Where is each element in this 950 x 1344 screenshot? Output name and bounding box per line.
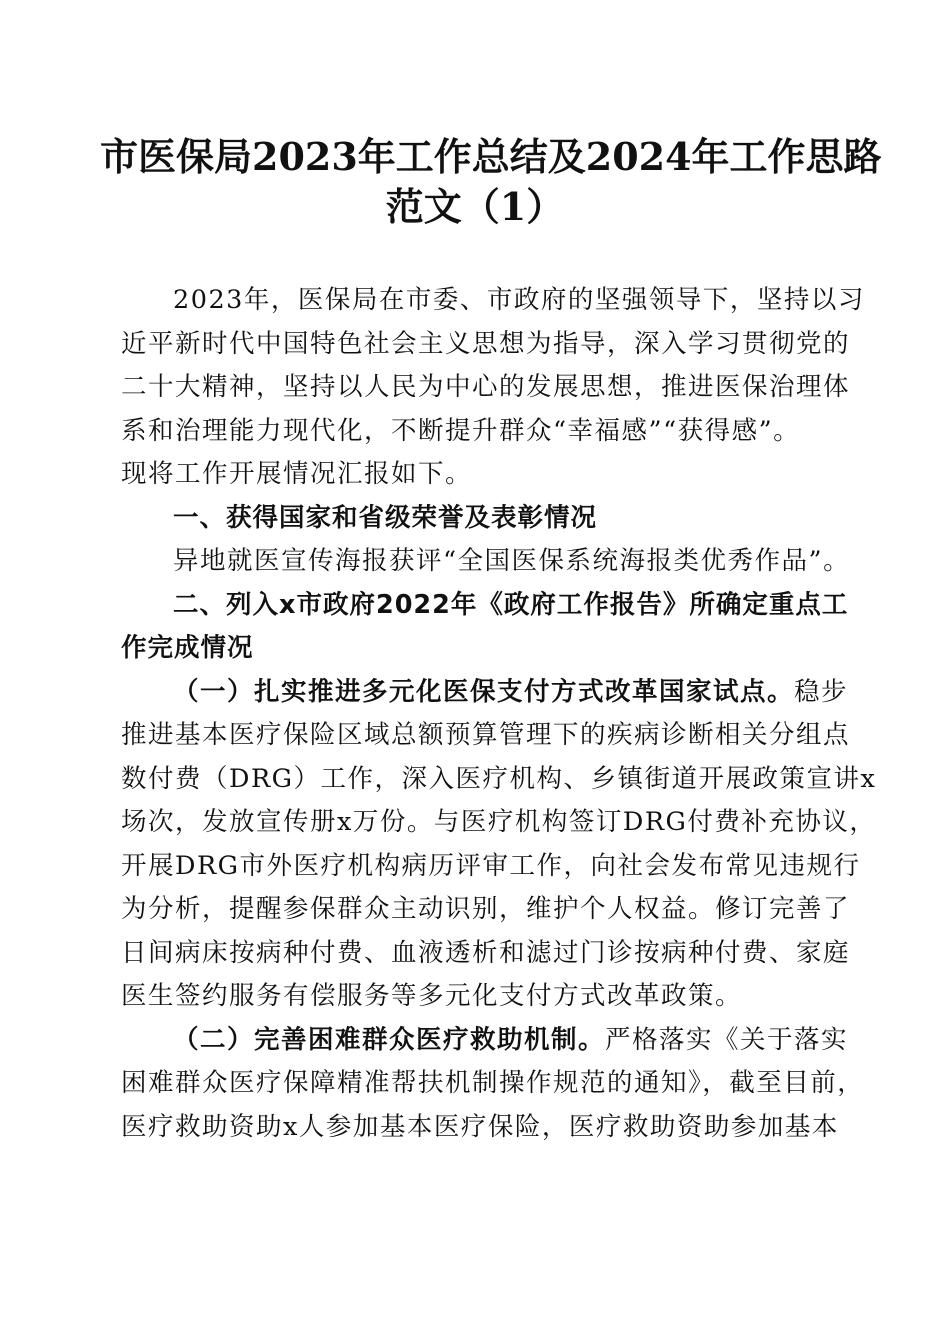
item-2-first-line (121, 1019, 849, 1063)
item-2-line: 困难群众医疗保障精准帮扶机制操作规范的通知》，截至目前， (121, 1068, 865, 1098)
item-1-line: 开展DRG市外医疗机构病历评审工作，向社会发布常见违规行 (121, 850, 861, 881)
section-2-heading-line-2: 作完成情况 (121, 633, 254, 663)
intro-line: 系和治理能力现代化，不断提升群众“幸福感”“获得感”。 (121, 415, 801, 446)
document-title (100, 132, 882, 232)
item-1-line: 推进基本医疗保险区域总额预算管理下的疾病诊断相关分组点 (121, 720, 851, 750)
item-2-line: 医疗救助资助x人参加基本医疗保险，医疗救助资助参加基本 (121, 1111, 839, 1142)
intro-line: 二十大精神，坚持以人民为中心的发展思想，推进医保治理体 (121, 372, 851, 402)
item-2-first-rest: 严格落实《关于落实 (605, 1024, 849, 1055)
item-1-line: 医生签约服务有偿服务等多元化支付方式改革政策。 (121, 981, 743, 1011)
item-1-first-line (121, 671, 849, 715)
section-1-text: 异地就医宣传海报获评“全国医保系统海报类优秀作品”。 (173, 546, 851, 576)
item-1-line: 数付费（DRG）工作，深入医疗机构、乡镇街道开展政策宣讲x (121, 763, 877, 794)
title-line-1: 市医保局2023年工作总结及2024年工作思路 (100, 134, 882, 179)
title-line-2: 范文（1） (385, 184, 565, 229)
item-1-line: 场次，发放宣传册x万份。与医疗机构签订DRG付费补充协议， (121, 807, 877, 837)
item-1-title: （一）扎实推进多元化医保支付方式改革国家试点。 (173, 676, 795, 707)
intro-line: 现将工作开展情况汇报如下。 (121, 459, 473, 489)
section-2-heading-line-1: 二、列入x市政府2022年《政府工作报告》所确定重点工 (173, 589, 849, 620)
section-1-heading: 一、获得国家和省级荣誉及表彰情况 (173, 502, 598, 533)
intro-line: 2023年，医保局在市委、市政府的坚强领导下，坚持以习 (173, 285, 865, 315)
document-body (121, 279, 877, 1149)
intro-line: 近平新时代中国特色社会主义思想为指导，深入学习贯彻党的 (121, 328, 851, 359)
item-1-first-rest: 稳步 (794, 676, 849, 707)
item-2-title: （二）完善困难群众医疗救助机制。 (173, 1024, 606, 1055)
item-1-line: 为分析，提醒参保群众主动识别，维护个人权益。修订完善了 (121, 894, 851, 924)
item-1-line: 日间病床按病种付费、血液透析和滤过门诊按病种付费、家庭 (121, 937, 851, 968)
